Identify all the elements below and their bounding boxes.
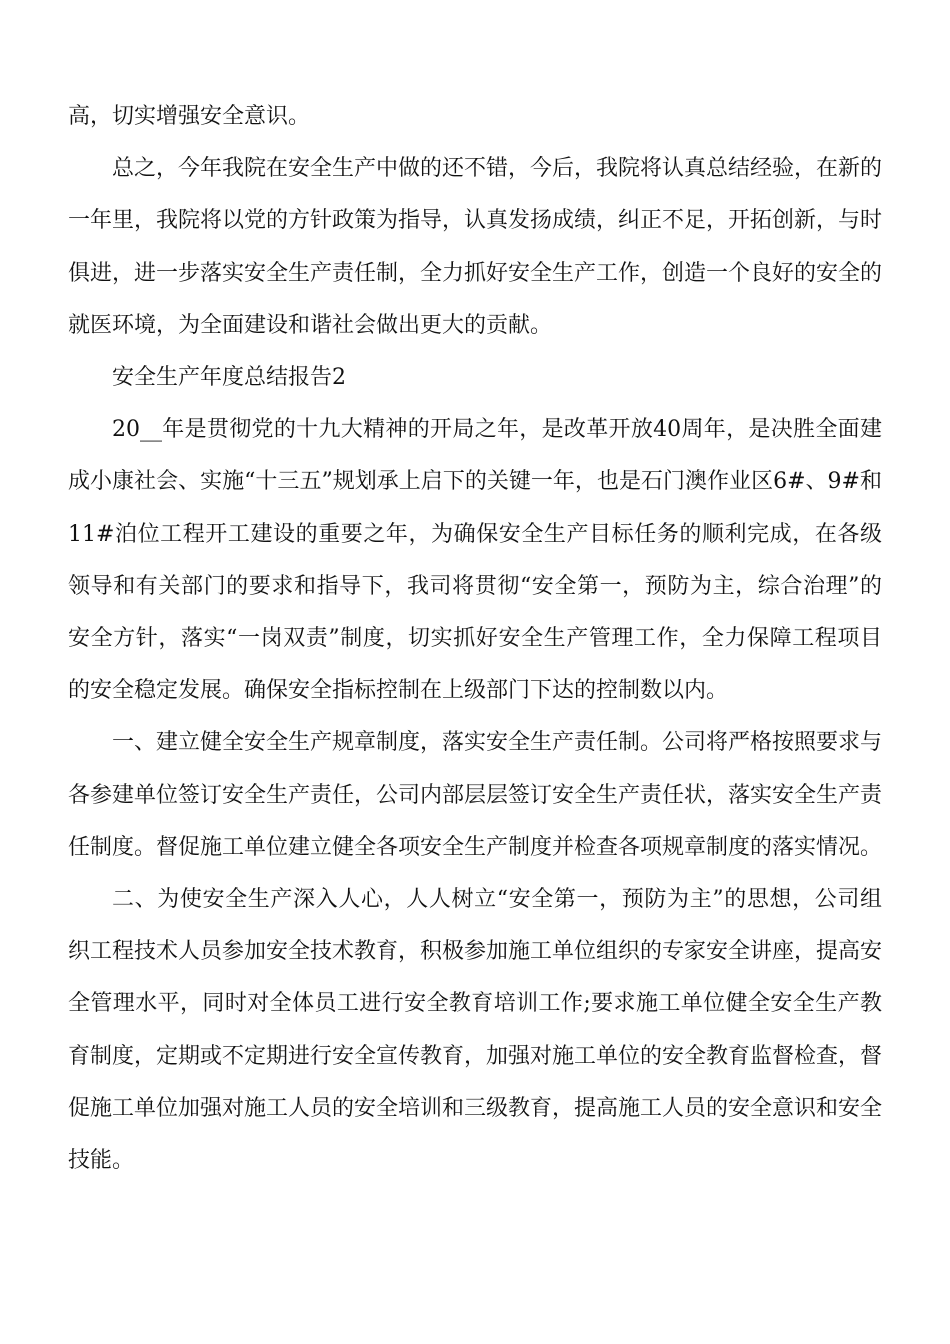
paragraph-item-1: 一、建立健全安全生产规章制度，落实安全生产责任制。公司将严格按照要求与各参建单位签订安全生产责任，公司内部层层签订安全生产责任状，落实安全生产责任制度。督促施工单位建立健全各项安全生产制度并检查各项规章制度的落实情况。	[68, 730, 883, 860]
paragraph-continuation: 高，切实增强安全意识。	[68, 104, 311, 129]
paragraph-item-2: 二、为使安全生产深入人心，人人树立“安全第一，预防为主”的思想，公司组织工程技术人员参加安全技术教育，积极参加施工单位组织的专家安全讲座，提高安全管理水平，同时对全体员工进行安全教育培训工作;要求施工单位健全安全生产教育制度，定期或不定期进行安全宣传教育，加强对施工单位的安全教育监督检查，督促施工单位加强对施工人员的安全培训和三级教育，提高施工人员的安全意识和安全技能。	[68, 887, 883, 1174]
paragraph-intro: 20__年是贯彻党的十九大精神的开局之年，是改革开放40周年，是决胜全面建成小康社会、实施“十三五”规划承上启下的关键一年，也是石门澳作业区6#、9#和11#泊位工程开工建设的重要之年，为确保安全生产目标任务的顺利完成，在各级领导和有关部门的要求和指导下，我司将贯彻“安全第一，预防为主，综合治理”的安全方针，落实“一岗双责”制度，切实抓好安全生产管理工作，全力保障工程项目的安全稳定发展。确保安全指标控制在上级部门下达的控制数以内。	[68, 417, 882, 704]
section-heading: 安全生产年度总结报告2	[112, 365, 346, 391]
paragraph-summary: 总之，今年我院在安全生产中做的还不错，今后，我院将认真总结经验，在新的一年里，我院将以党的方针政策为指导，认真发扬成绩，纠正不足，开拓创新，与时俱进，进一步落实安全生产责任制，全力抓好安全生产工作，创造一个良好的安全的就医环境，为全面建设和谐社会做出更大的贡献。	[68, 156, 883, 338]
